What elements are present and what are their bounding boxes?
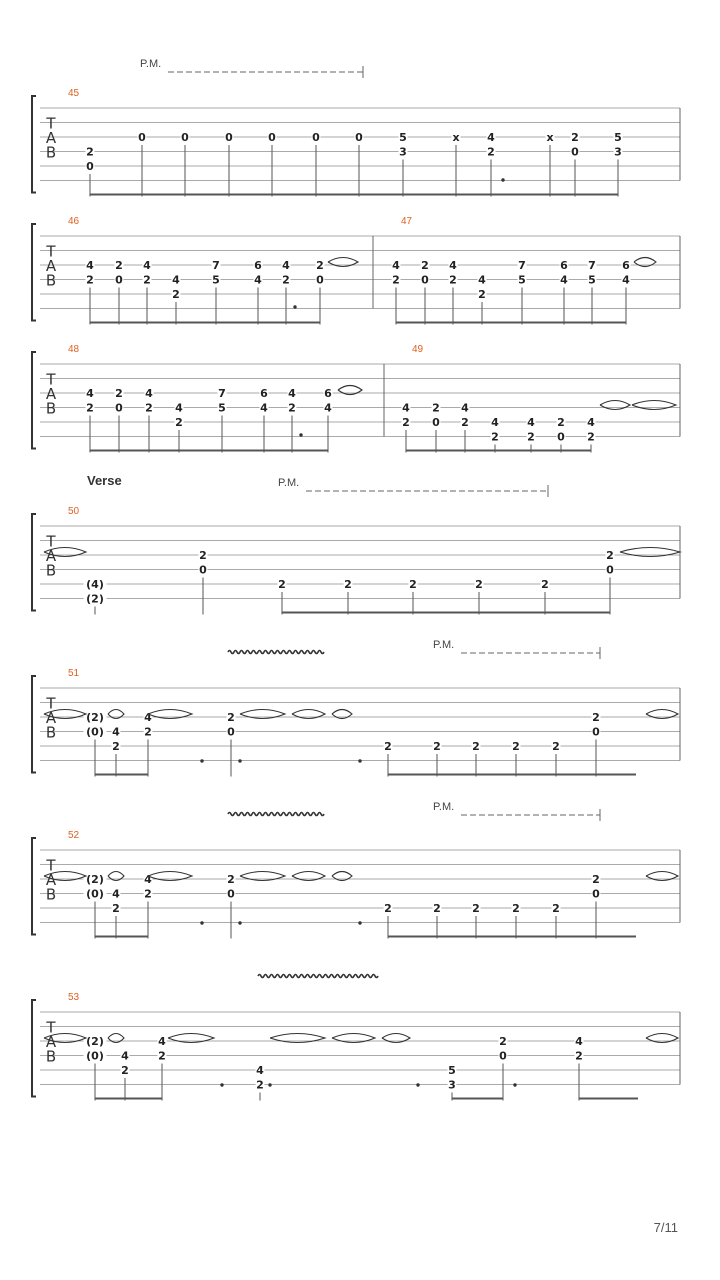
fret-number: 2: [606, 549, 614, 562]
rhythm-dot: [299, 433, 302, 436]
fret-number: 4: [587, 416, 595, 429]
fret-number: 0: [227, 887, 235, 901]
palm-mute-label: P.M.: [433, 801, 455, 813]
measure-number: 53: [68, 992, 80, 1003]
rhythm-dot: [358, 921, 361, 924]
tab-clef-letter: T: [46, 532, 56, 551]
fret-number: 0: [312, 131, 320, 144]
tie-arc: [600, 401, 630, 410]
fret-number: 5: [518, 273, 526, 287]
vibrato-mark: [258, 975, 378, 978]
fret-number: 2: [432, 401, 440, 415]
fret-number: 2: [115, 387, 123, 400]
fret-number: 7: [218, 387, 226, 400]
vibrato-mark: [228, 651, 324, 654]
fret-number: 0: [181, 131, 189, 144]
fret-number: 5: [212, 273, 220, 287]
system-bracket: [32, 676, 36, 773]
fret-number: 2: [402, 416, 410, 429]
tab-clef-letter: T: [46, 242, 56, 261]
fret-number: 4: [478, 273, 486, 287]
palm-mute-label: P.M.: [433, 639, 455, 651]
fret-number: 2: [172, 288, 180, 301]
fret-number: 2: [449, 273, 457, 287]
fret-number: 4: [449, 259, 457, 272]
fret-number: 4: [527, 416, 535, 429]
fret-number: 2: [552, 740, 560, 753]
system-bracket: [32, 514, 36, 611]
fret-number: 0: [421, 273, 429, 287]
system-bracket: [32, 224, 36, 321]
tab-clef-letter: B: [45, 271, 57, 290]
fret-number: 4: [392, 259, 400, 272]
fret-number: 2: [461, 416, 469, 429]
system-bracket: [32, 96, 36, 193]
fret-number: 2: [144, 887, 152, 901]
fret-number: 2: [478, 288, 486, 301]
rhythm-dot: [416, 1083, 419, 1086]
palm-mute-label: P.M.: [278, 477, 300, 489]
tab-clef-letter: B: [45, 885, 57, 904]
fret-number: 0: [268, 131, 276, 144]
section-label-verse: Verse: [87, 473, 122, 488]
rhythm-dot: [220, 1083, 223, 1086]
vibrato-mark: [228, 813, 324, 816]
fret-number: 4: [172, 273, 180, 287]
fret-number: 4: [144, 873, 152, 886]
fret-number: 4: [112, 887, 120, 901]
tab-clef-letter: A: [45, 385, 57, 403]
measure-number: 50: [68, 506, 80, 517]
fret-number: 2: [592, 873, 600, 886]
measure-number: 48: [68, 344, 80, 355]
fret-number: 2: [278, 578, 286, 591]
fret-number: 2: [256, 1078, 264, 1092]
fret-number: 4: [86, 387, 94, 400]
fret-number: 2: [143, 273, 151, 287]
fret-number: 2: [433, 902, 441, 915]
tab-clef-letter: B: [45, 1047, 57, 1066]
fret-number: 6: [260, 387, 268, 400]
fret-number: 4: [86, 259, 94, 272]
fret-number: 2: [86, 401, 94, 415]
fret-number: 4: [121, 1049, 129, 1063]
fret-number: 4: [260, 401, 268, 415]
fret-number: 0: [115, 401, 123, 415]
tab-clef-letter: A: [45, 257, 57, 275]
fret-number: 2: [491, 430, 499, 444]
fret-number: 2: [487, 145, 495, 159]
rhythm-dot: [293, 305, 296, 308]
fret-number: 0: [199, 563, 207, 577]
fret-number: 2: [512, 902, 520, 915]
fret-number: (0): [86, 725, 104, 739]
tab-system: [32, 992, 680, 1101]
fret-number: 4: [487, 131, 495, 144]
tab-clef-letter: A: [45, 1033, 57, 1051]
fret-number: 4: [256, 1064, 264, 1077]
fret-number: 6: [622, 259, 630, 272]
rhythm-dot: [238, 759, 241, 762]
tab-clef-letter: T: [46, 114, 56, 133]
fret-number: x: [452, 131, 460, 144]
fret-number: 2: [288, 401, 296, 415]
fret-number: 2: [557, 416, 565, 429]
measure-number: 47: [401, 216, 413, 227]
fret-number: 2: [552, 902, 560, 915]
fret-number: 0: [557, 430, 565, 444]
rhythm-dot: [200, 921, 203, 924]
fret-number: 0: [432, 416, 440, 429]
fret-number: 3: [448, 1078, 456, 1092]
tab-system: [32, 506, 680, 615]
fret-number: 0: [592, 887, 600, 901]
fret-number: 2: [392, 273, 400, 287]
fret-number: 2: [472, 740, 480, 753]
fret-number: 0: [592, 725, 600, 739]
fret-number: (4): [86, 578, 104, 591]
tab-clef-letter: A: [45, 547, 57, 565]
rhythm-dot: [200, 759, 203, 762]
fret-number: 4: [560, 273, 568, 287]
tab-clef-letter: T: [46, 694, 56, 713]
tab-system: [32, 668, 680, 777]
fret-number: 2: [512, 740, 520, 753]
fret-number: (2): [86, 873, 104, 886]
fret-number: 2: [344, 578, 352, 591]
fret-number: 0: [355, 131, 363, 144]
fret-number: 2: [112, 740, 120, 753]
rhythm-dot: [358, 759, 361, 762]
system-bracket: [32, 352, 36, 449]
fret-number: (0): [86, 887, 104, 901]
fret-number: 2: [384, 902, 392, 915]
fret-number: 0: [571, 145, 579, 159]
fret-number: 2: [121, 1064, 129, 1077]
fret-number: 5: [448, 1064, 456, 1077]
rhythm-dot: [268, 1083, 271, 1086]
tab-system: [32, 216, 680, 325]
fret-number: 3: [399, 145, 407, 159]
fret-number: 0: [115, 273, 123, 287]
fret-number: 4: [324, 401, 332, 415]
fret-number: (2): [86, 711, 104, 724]
fret-number: 4: [622, 273, 630, 287]
tab-clef-letter: B: [45, 723, 57, 742]
fret-number: 4: [143, 259, 151, 272]
tab-clef-letter: B: [45, 399, 57, 418]
fret-number: (2): [86, 592, 104, 606]
tab-system: [32, 344, 680, 453]
fret-number: 0: [225, 131, 233, 144]
fret-number: 4: [144, 711, 152, 724]
fret-number: 2: [409, 578, 417, 591]
tab-clef-letter: B: [45, 561, 57, 580]
fret-number: (0): [86, 1049, 104, 1063]
fret-number: 2: [571, 131, 579, 144]
fret-number: 2: [475, 578, 483, 591]
fret-number: 5: [614, 131, 622, 144]
fret-number: 4: [288, 387, 296, 400]
fret-number: 0: [86, 160, 94, 173]
fret-number: 4: [491, 416, 499, 429]
fret-number: 2: [472, 902, 480, 915]
fret-number: 2: [433, 740, 441, 753]
tab-clef-letter: B: [45, 143, 57, 162]
fret-number: 7: [588, 259, 596, 272]
measure-number: 46: [68, 216, 80, 227]
fret-number: 2: [592, 711, 600, 724]
fret-number: 0: [227, 725, 235, 739]
rhythm-dot: [238, 921, 241, 924]
fret-number: 2: [227, 873, 235, 886]
rhythm-dot: [513, 1083, 516, 1086]
system-bracket: [32, 1000, 36, 1097]
fret-number: 2: [527, 430, 535, 444]
fret-number: 2: [175, 416, 183, 429]
measure-number: 51: [68, 668, 80, 679]
fret-number: 2: [499, 1035, 507, 1048]
tab-clef-letter: A: [45, 871, 57, 889]
tab-system: [32, 830, 680, 939]
palm-mute-label: P.M.: [140, 58, 162, 70]
fret-number: 4: [254, 273, 262, 287]
fret-number: 2: [158, 1049, 166, 1063]
fret-number: 6: [560, 259, 568, 272]
fret-number: 5: [218, 401, 226, 415]
system-bracket: [32, 838, 36, 935]
fret-number: 6: [254, 259, 262, 272]
fret-number: 2: [587, 430, 595, 444]
fret-number: 2: [282, 273, 290, 287]
fret-number: 4: [145, 387, 153, 400]
fret-number: 2: [112, 902, 120, 915]
fret-number: 0: [138, 131, 146, 144]
fret-number: 2: [227, 711, 235, 724]
measure-number: 52: [68, 830, 80, 841]
tab-clef-letter: T: [46, 1018, 56, 1037]
fret-number: 4: [461, 401, 469, 415]
fret-number: 2: [541, 578, 549, 591]
tab-clef-letter: A: [45, 709, 57, 727]
fret-number: 2: [316, 259, 324, 272]
fret-number: 5: [399, 131, 407, 144]
tab-clef-letter: T: [46, 370, 56, 389]
fret-number: (2): [86, 1035, 104, 1048]
fret-number: 0: [499, 1049, 507, 1063]
tab-system: [32, 88, 680, 197]
fret-number: 0: [316, 273, 324, 287]
fret-number: 4: [158, 1035, 166, 1048]
fret-number: x: [546, 131, 554, 144]
rhythm-dot: [501, 178, 504, 181]
fret-number: 4: [402, 401, 410, 415]
fret-number: 7: [212, 259, 220, 272]
fret-number: 4: [175, 401, 183, 415]
fret-number: 2: [86, 273, 94, 287]
tab-clef-letter: T: [46, 856, 56, 875]
page-number: 7/11: [653, 1220, 678, 1235]
measure-number: 49: [412, 344, 424, 355]
fret-number: 4: [112, 725, 120, 739]
fret-number: 7: [518, 259, 526, 272]
fret-number: 3: [614, 145, 622, 159]
fret-number: 4: [575, 1035, 583, 1048]
fret-number: 2: [384, 740, 392, 753]
fret-number: 0: [606, 563, 614, 577]
measure-number: 45: [68, 88, 80, 99]
fret-number: 6: [324, 387, 332, 400]
fret-number: 2: [144, 725, 152, 739]
fret-number: 2: [199, 549, 207, 562]
tie-arc: [632, 401, 676, 410]
fret-number: 2: [421, 259, 429, 272]
fret-number: 5: [588, 273, 596, 287]
fret-number: 4: [282, 259, 290, 272]
fret-number: 2: [575, 1049, 583, 1063]
fret-number: 2: [145, 401, 153, 415]
tab-clef-letter: A: [45, 129, 57, 147]
fret-number: 2: [115, 259, 123, 272]
fret-number: 2: [86, 145, 94, 159]
